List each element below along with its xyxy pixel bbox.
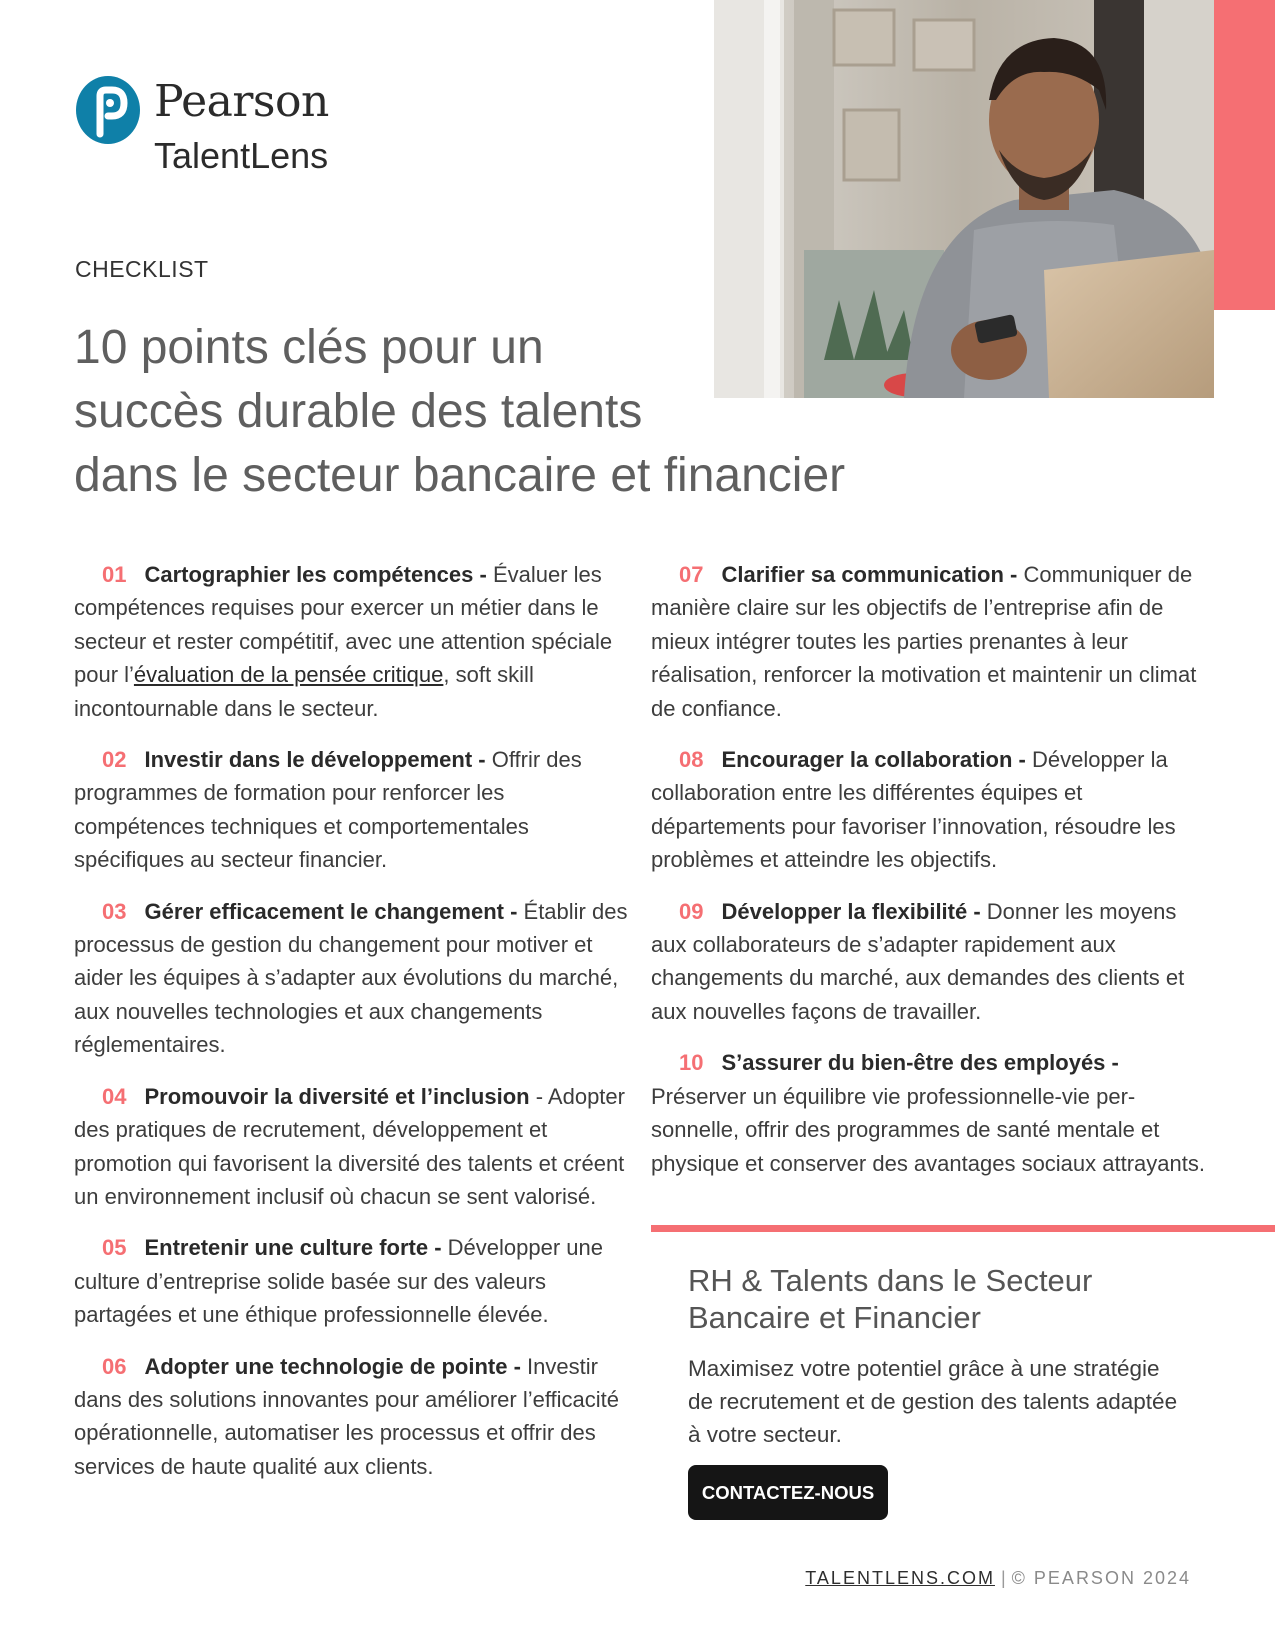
item-text: Préserver un équilibre vie professionnelle-vie personnelle, offrir des programmes de santé mentale et physique et conserver des avantages sociaux attrayants. [651, 1083, 1205, 1176]
checklist-column-left [74, 558, 629, 1501]
cta-title [688, 1262, 1188, 1336]
footer-site-link[interactable]: TALENTLENS.COM [805, 1568, 995, 1588]
checklist-column-right [651, 558, 1206, 1198]
checklist-item-02 [74, 743, 629, 877]
man-with-phone-image-icon [714, 0, 1214, 398]
item-heading: Investir dans le développement - [144, 747, 486, 773]
item-number: 07 [679, 562, 704, 587]
item-text: Établir des processus de gestion du changement pour motiver et aider les équipes à s’adapter aux évolutions du marché, aux nouvelles technologies et aux changements réglementaires. [74, 898, 628, 1058]
footer-copyright: © PEARSON 2024 [1011, 1568, 1191, 1588]
item-heading: Gérer efficacement le changement - [144, 898, 518, 924]
logo-brand-name: Pearson [154, 76, 329, 127]
cta-description: Maximisez votre potentiel grâce à une stratégie de recrutement et de gestion des talents adaptée à votre secteur. [688, 1356, 1178, 1447]
item-heading: Entretenir une culture forte - [144, 1235, 442, 1261]
item-number: 08 [679, 747, 704, 773]
item-number: 05 [102, 1235, 127, 1261]
logo-product-name: TalentLens [154, 135, 329, 176]
item-number: 09 [679, 898, 704, 924]
item-number: 03 [102, 898, 127, 924]
item-text: Offrir des programmes de formation pour renforcer les compétences techniques et comportementales spécifiques au secteur financier. [74, 747, 582, 873]
cta-title-line: RH & Talents dans le Secteur [688, 1263, 1093, 1298]
page-title-line: succès durable des talents [74, 385, 643, 438]
pearson-talentlens-logo[interactable] [76, 74, 376, 184]
item-heading: Clarifier sa communication - [721, 562, 1018, 587]
item-number: 10 [679, 1050, 704, 1076]
item-text: Donner les moyens aux collaborateurs de s’adapter rapidement aux changements du marché, aux demandes des clients et aux nouvelles façons de travailler. [651, 898, 1185, 1024]
pearson-p-logo-icon [76, 74, 142, 146]
item-number: 02 [102, 747, 127, 773]
checklist-item-08 [651, 743, 1206, 877]
checklist-item-07 [651, 558, 1206, 725]
item-text: Investir dans des solutions innovantes pour améliorer l’efficacité opérationnelle, automatiser les processus et offrir des services de haute qualité aux clients. [74, 1353, 620, 1479]
checklist-item-04 [74, 1080, 629, 1214]
checklist-item-01 [74, 558, 629, 725]
item-text: - Adopter des pratiques de recrutement, développement et promotion qui favorisent la diversité des talents et créent un environnement inclusif où chacun se sent valorisé. [74, 1083, 625, 1209]
checklist-item-03 [74, 895, 629, 1062]
accent-bar [1214, 0, 1275, 310]
checklist-item-06 [74, 1350, 629, 1484]
item-heading: Développer la flexibilité - [721, 898, 981, 924]
hero-photo [714, 0, 1214, 398]
item-text: , soft skill incontournable dans le secteur. [74, 662, 534, 721]
contact-us-button[interactable]: CONTACTEZ-NOUS [688, 1465, 888, 1520]
checklist-label: CHECKLIST [75, 256, 209, 282]
item-number: 04 [102, 1083, 127, 1109]
item-heading: Adopter une technologie de pointe - [144, 1353, 521, 1379]
item-text: Développer la collaboration entre les différentes équipes et départements pour favoriser l’innovation, résoudre les problèmes et atteindre les objectifs. [651, 747, 1176, 873]
critical-thinking-link[interactable]: évaluation de la pensée critique [133, 662, 444, 688]
footer [805, 1568, 1191, 1589]
item-heading: Cartographier les compétences - [144, 562, 487, 587]
item-text: Développer une culture d’entreprise solide basée sur des valeurs partagées et une éthique professionnelle élevée. [74, 1235, 603, 1328]
checklist-item-05 [74, 1231, 629, 1331]
checklist-item-10 [651, 1046, 1206, 1180]
item-number: 01 [102, 562, 127, 587]
item-text: Communiquer de manière claire sur les objectifs de l’entreprise afin de mieux intégrer toutes les parties prenantes à leur réalisation, renforcer la motivation et maintenir un climat de confiance. [651, 562, 1197, 721]
cta-title-line: Bancaire et Financier [688, 1300, 981, 1335]
page-title-line: dans le secteur bancaire et financier [74, 449, 846, 502]
item-heading: S’assurer du bien-être des employés - [721, 1050, 1119, 1076]
item-text: Évaluer les compétences requises pour exercer un métier dans le secteur et rester compétitif, avec une attention spéciale pour l’ [74, 562, 613, 688]
item-number: 06 [102, 1353, 127, 1379]
item-heading: Encourager la collaboration - [721, 747, 1026, 773]
item-heading: Promouvoir la diversité et l’inclusion [144, 1083, 530, 1109]
checklist-item-09 [651, 895, 1206, 1029]
cta-divider [651, 1225, 1275, 1232]
footer-separator: | [1000, 1568, 1006, 1588]
page-title-line: 10 points clés pour un [74, 321, 544, 374]
